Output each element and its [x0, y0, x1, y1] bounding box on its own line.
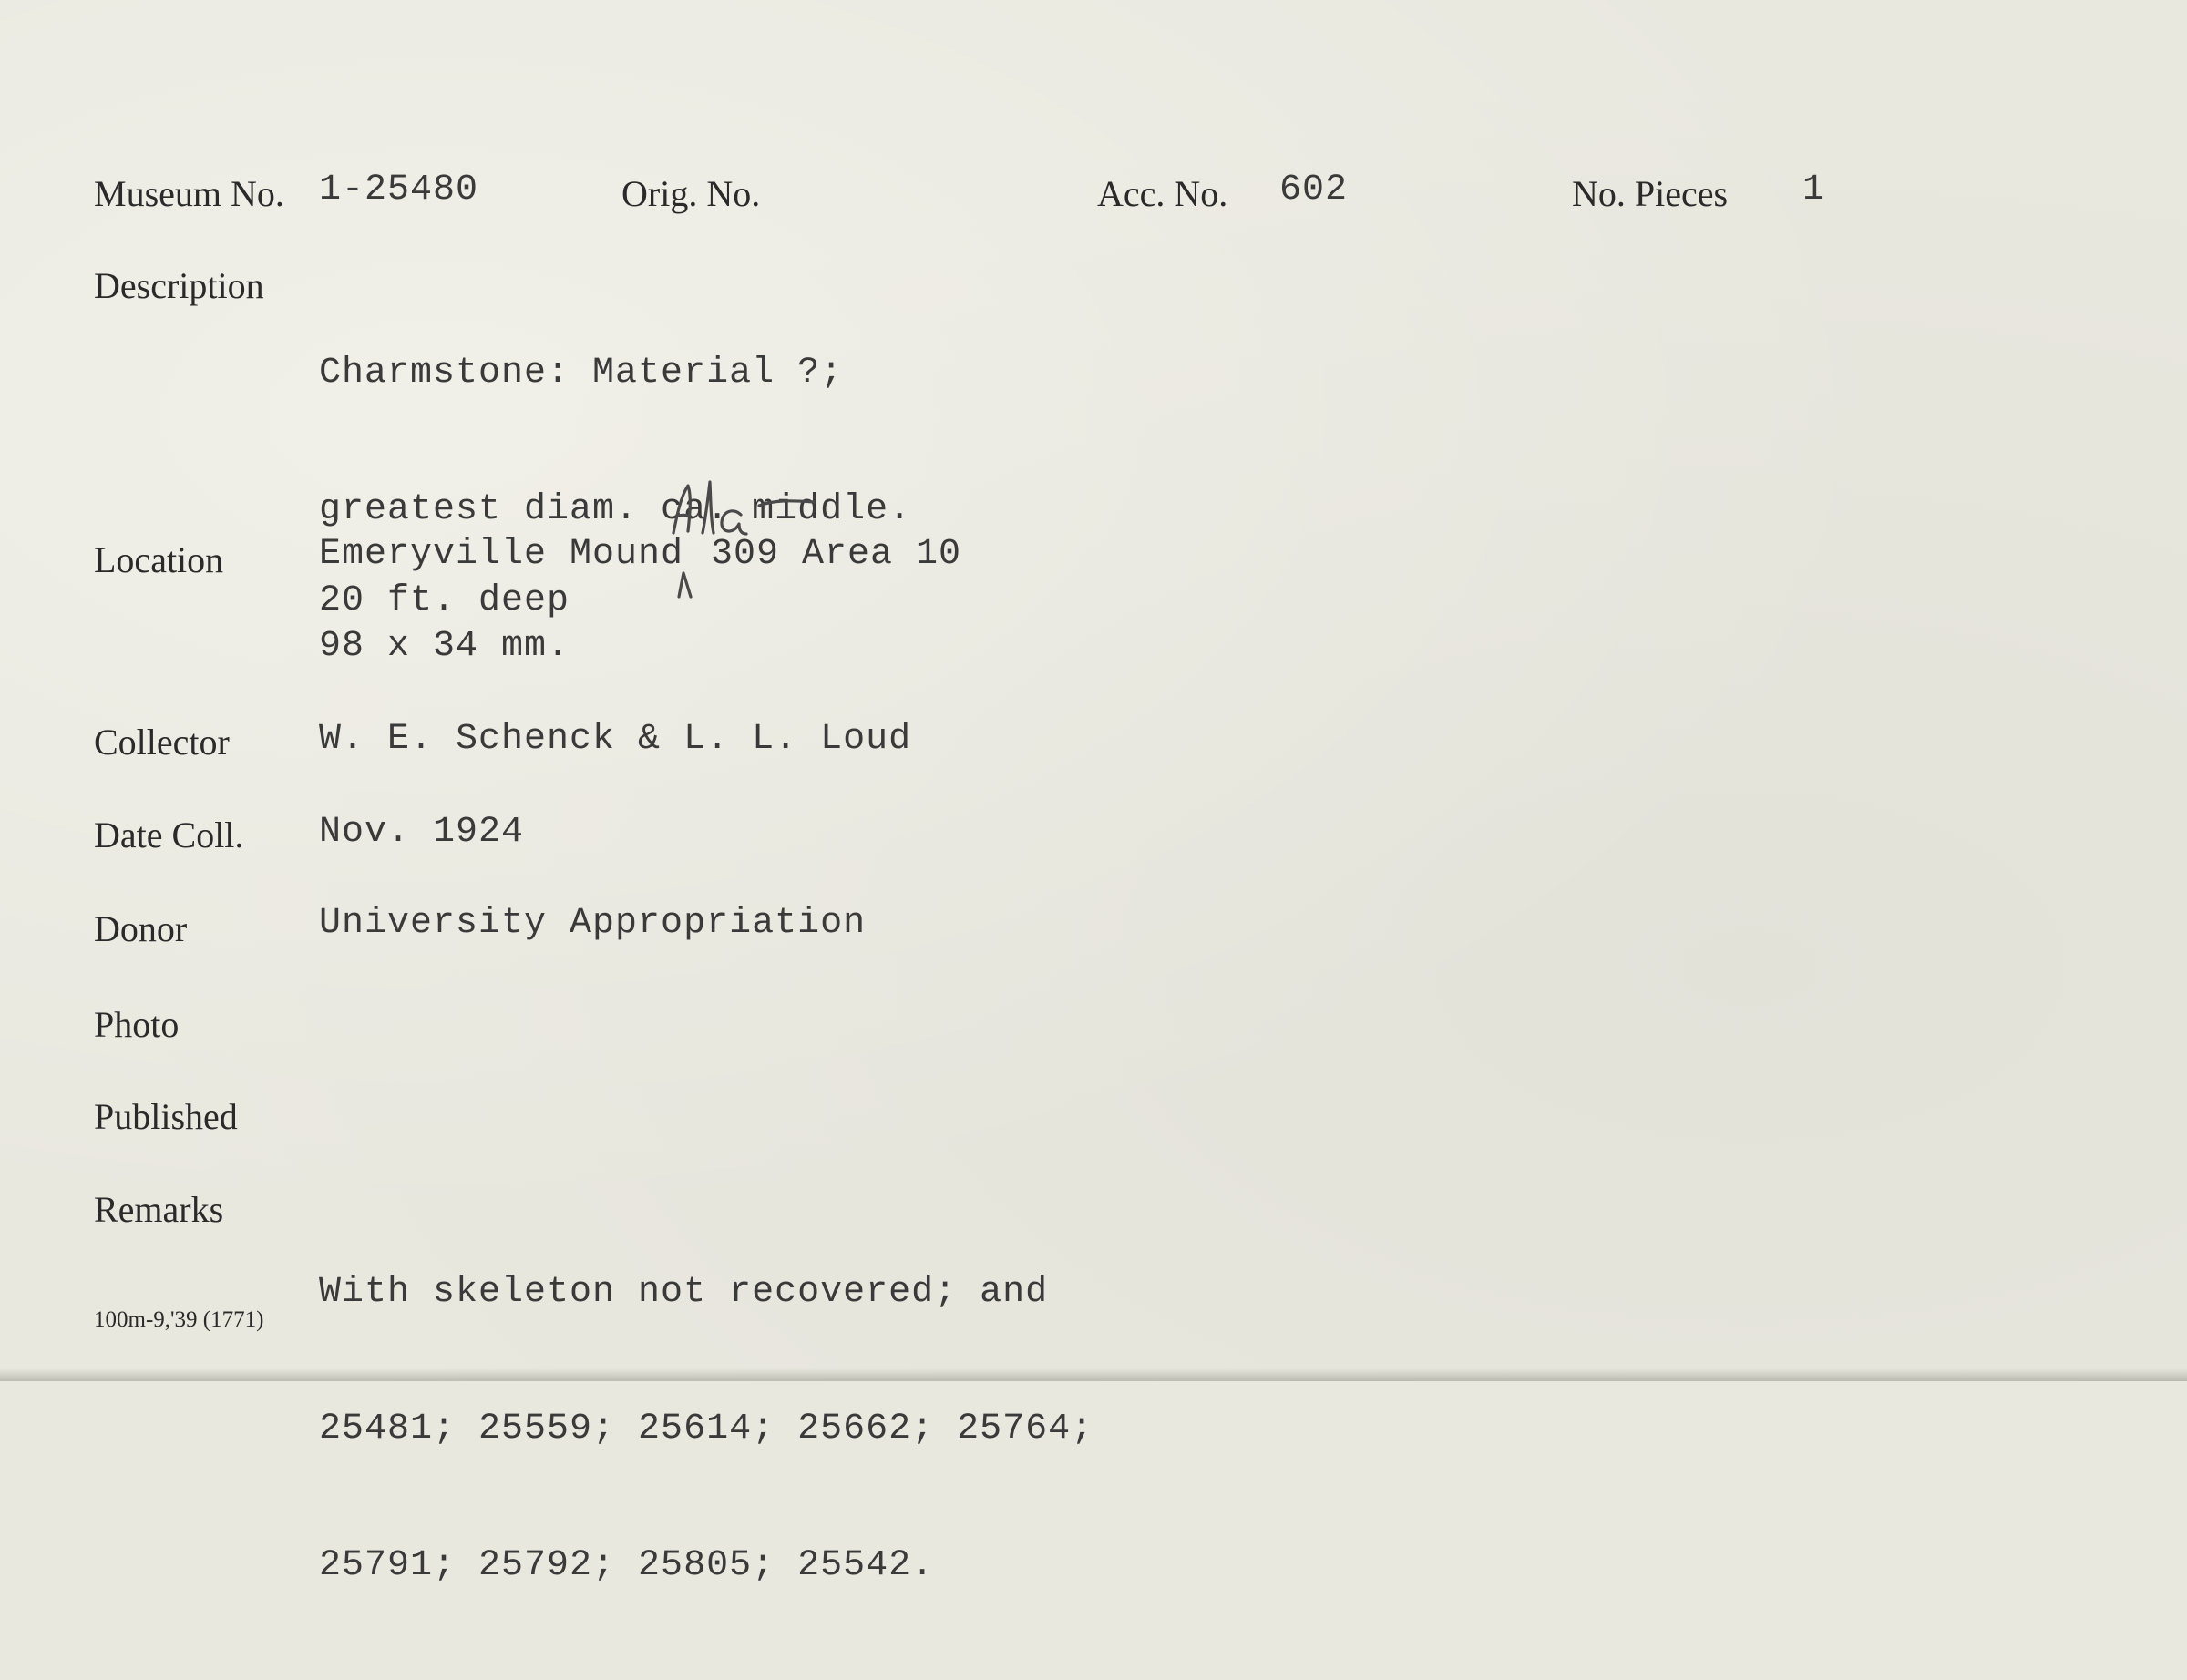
- handwritten-insert-ala: [661, 469, 834, 606]
- orig-no-label: Orig. No.: [621, 173, 761, 214]
- published-label: Published: [94, 1096, 238, 1137]
- acc-no-label: Acc. No.: [1097, 173, 1228, 214]
- description-line: greatest diam. ca. middle.: [319, 489, 912, 530]
- collector-value: W. E. Schenck & L. L. Loud: [319, 719, 912, 760]
- no-pieces-value: 1: [1802, 169, 1826, 210]
- location-line1-part1: Emeryville Mound: [319, 534, 684, 575]
- location-line1-part2: 309 Area 10: [711, 534, 962, 575]
- donor-label: Donor: [94, 908, 188, 949]
- no-pieces-label: No. Pieces: [1572, 173, 1729, 214]
- description-line: 98 x 34 mm.: [319, 626, 570, 667]
- description-line: Charmstone: Material ?;: [319, 353, 844, 394]
- location-line2: 20 ft. deep: [319, 580, 570, 621]
- collector-label: Collector: [94, 722, 230, 763]
- remarks-line: With skeleton not recovered; and: [319, 1272, 1049, 1313]
- date-coll-label: Date Coll.: [94, 814, 244, 855]
- remarks-line: 25481; 25559; 25614; 25662; 25764;: [319, 1409, 1094, 1450]
- donor-value: University Appropriation: [319, 903, 867, 944]
- museum-no-value: 1-25480: [319, 169, 479, 210]
- photo-label: Photo: [94, 1004, 180, 1045]
- description-label: Description: [94, 265, 264, 306]
- remarks-line: 25791; 25792; 25805; 25542.: [319, 1545, 935, 1586]
- remarks-label: Remarks: [94, 1189, 224, 1230]
- date-coll-value: Nov. 1924: [319, 812, 525, 853]
- print-code: 100m-9,'39 (1771): [94, 1307, 264, 1332]
- remarks-value: [319, 1179, 1094, 1680]
- museum-no-label: Museum No.: [94, 173, 284, 214]
- location-label: Location: [94, 539, 224, 580]
- acc-no-value: 602: [1279, 169, 1349, 210]
